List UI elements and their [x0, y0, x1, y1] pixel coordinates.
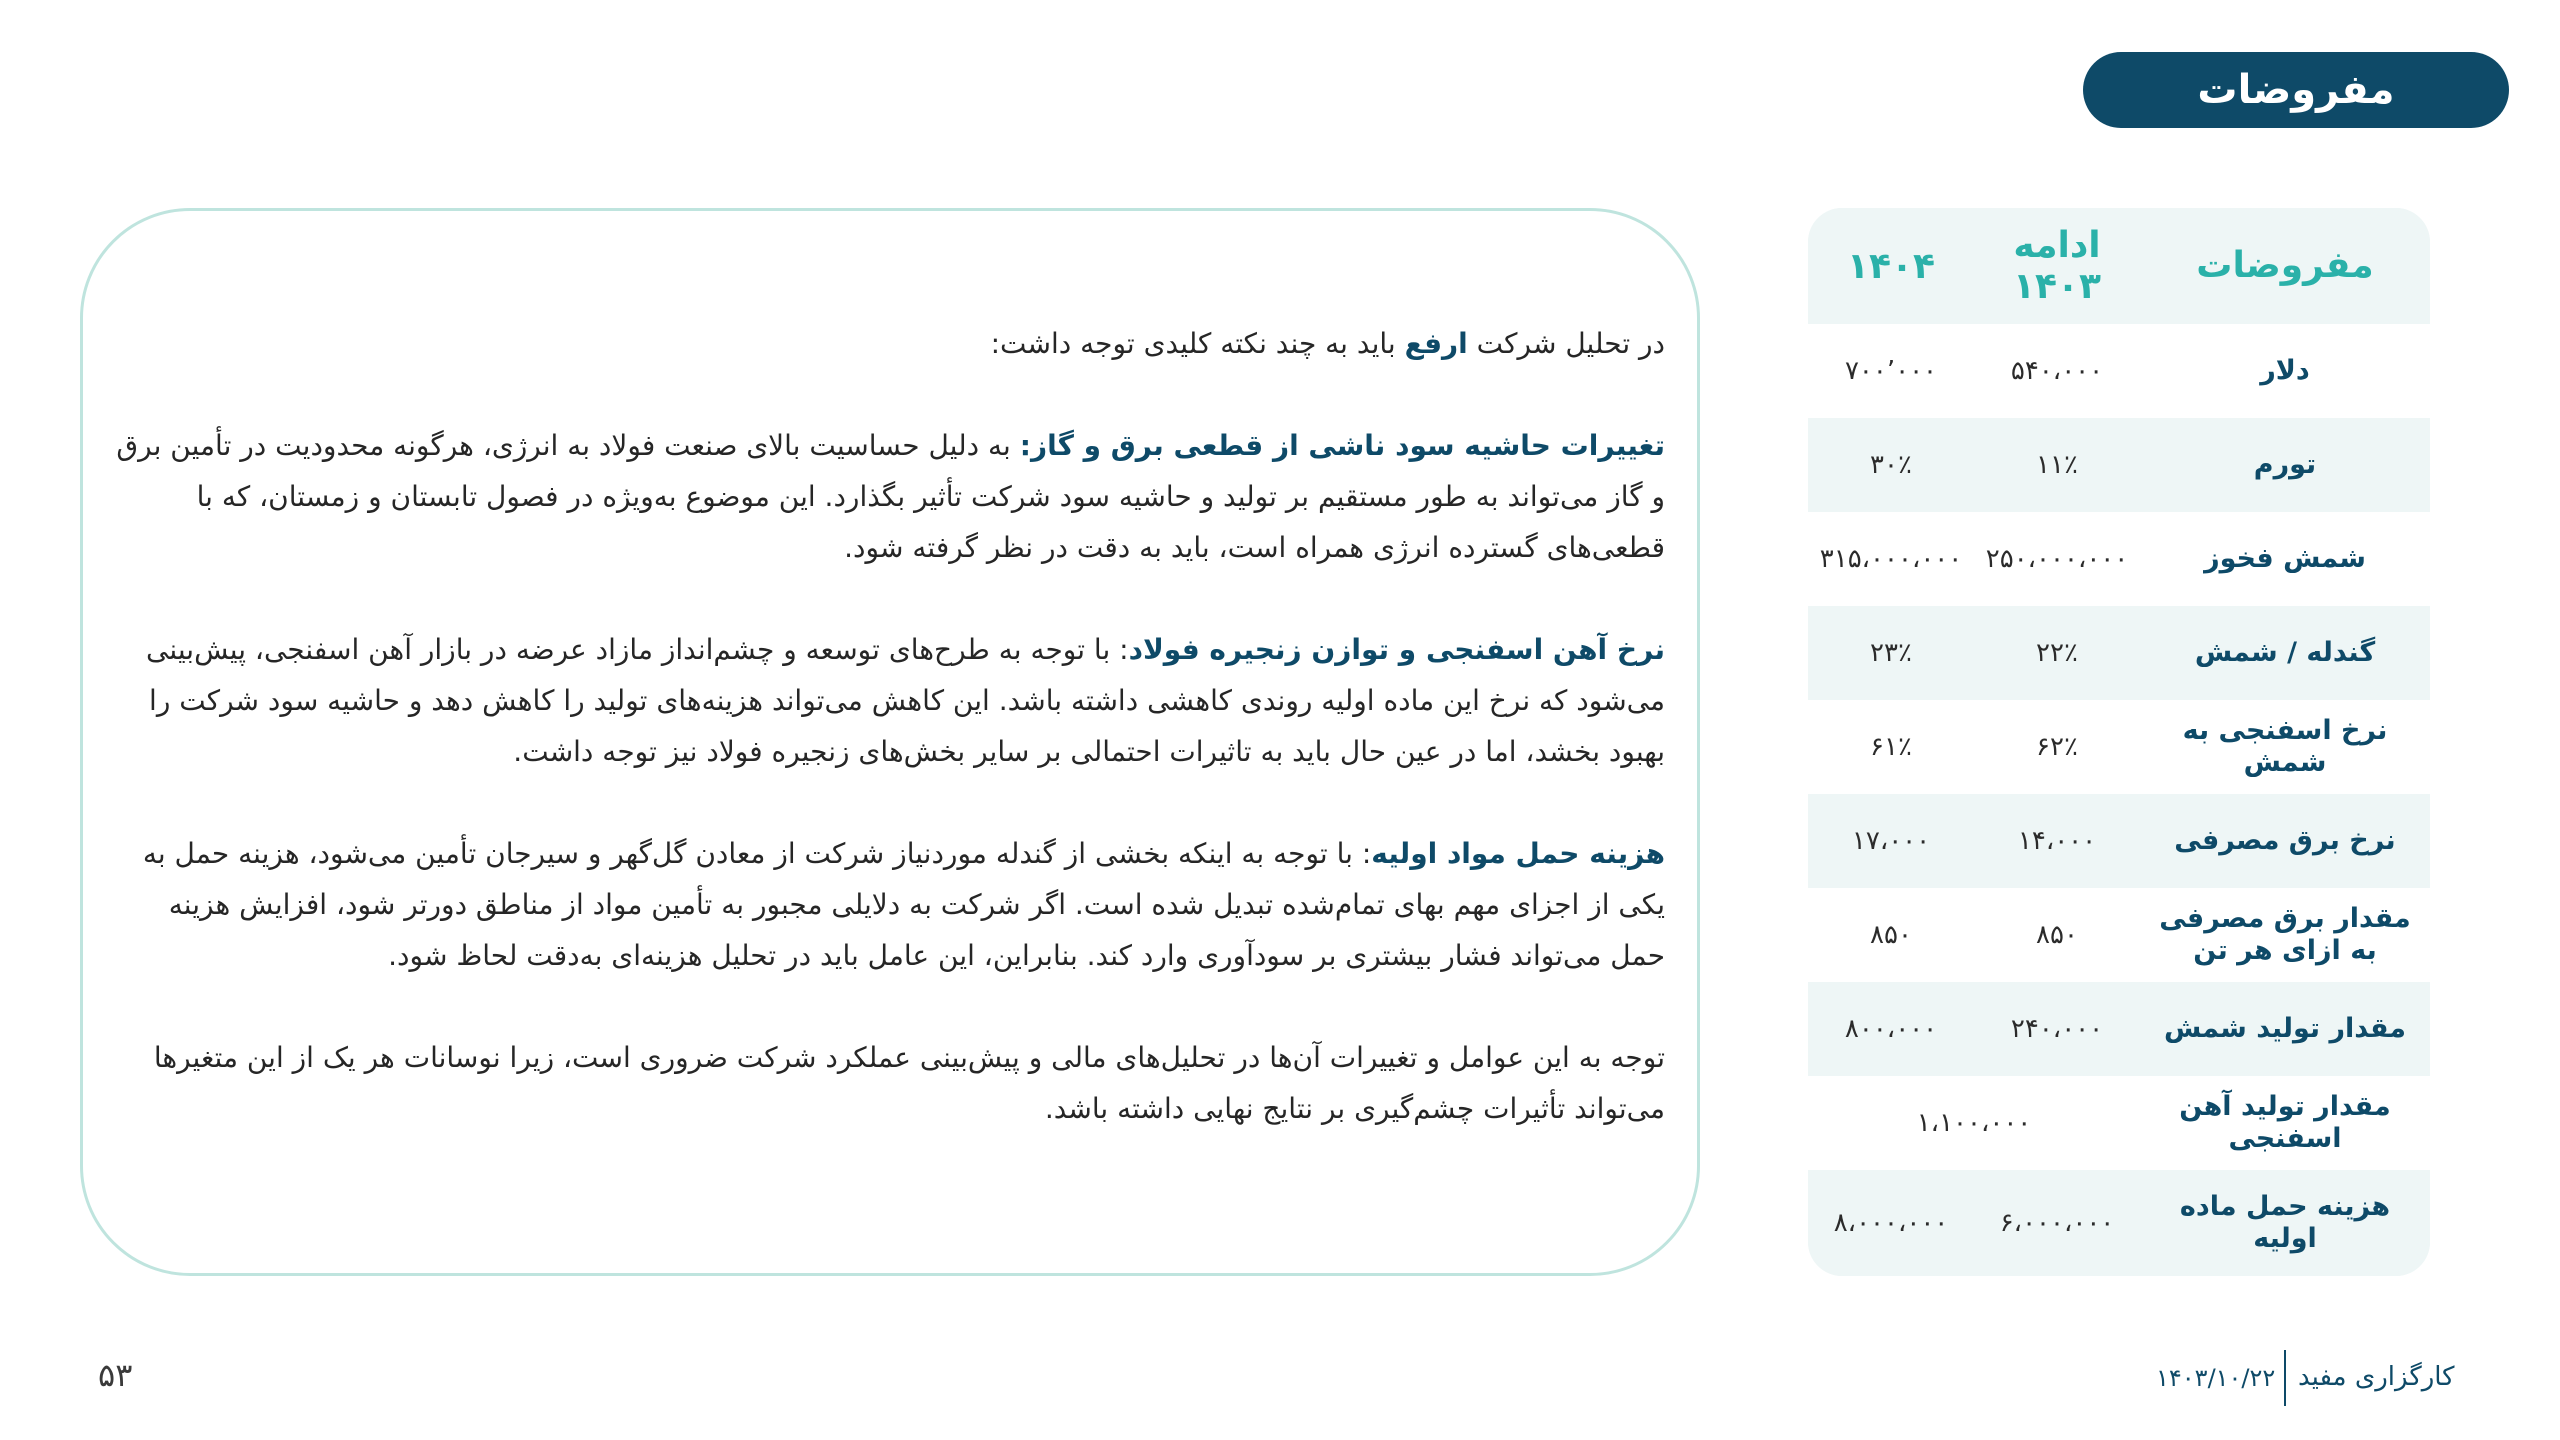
value-1403: ۱۱٪	[2036, 450, 2078, 480]
footer-date: ۱۴۰۳/۱۰/۲۲	[2156, 1364, 2276, 1392]
row-label: نرخ اسفنجی به شمش	[2182, 715, 2388, 778]
table-row	[1808, 794, 2430, 888]
intro-paragraph	[110, 318, 1665, 369]
paragraph-title: هزینه حمل مواد اولیه	[1371, 837, 1665, 870]
table-row	[1808, 418, 2430, 512]
table-row	[1808, 1170, 2430, 1276]
row-label: دلار	[2260, 355, 2310, 386]
header-1404: ۱۴۰۴	[1847, 245, 1935, 287]
page-title: مفروضات	[2083, 52, 2509, 128]
footer-brand: کارگزاری مفید	[2298, 1362, 2455, 1392]
paragraph-energy	[110, 420, 1665, 573]
value-1404: ۸۵۰	[1870, 920, 1912, 950]
assumptions-table	[1808, 208, 2430, 1276]
value-1403: ۶۲٪	[2036, 732, 2078, 762]
value-1403: ۶،۰۰۰،۰۰۰	[1999, 1208, 2115, 1238]
analysis-text	[110, 318, 1665, 1134]
table-row	[1808, 888, 2430, 982]
paragraph-title: تغییرات حاشیه سود ناشی از قطعی برق و گاز:	[1019, 429, 1665, 462]
paragraph-body: : با توجه به اینکه بخشی از گندله موردنیاز شرکت از معادن گل‌گهر و سیرجان تأمین می‌شود، هزینه حمل به یکی از اجزای مهم بهای تمام‌شده تبدیل شده است. اگر شرکت به دلایلی مجبور به تأمین مواد از مناطق دورتر شود، افزایش هزینه حمل می‌تواند فشار بیشتری بر سودآوری وارد کند. بنابراین، این عامل باید در تحلیل هزینه‌ای به‌دقت لحاظ شود.	[142, 837, 1665, 972]
merged-value: ۱،۱۰۰،۰۰۰	[1916, 1108, 2032, 1138]
paragraph-body: به دلیل حساسیت بالای صنعت فولاد به انرژی، هرگونه محدودیت در تأمین برق و گاز می‌تواند به طور مستقیم بر تولید و حاشیه سود شرکت تأثیر بگذارد. این موضوع به‌ویژه در فصول تابستان و زمستان، که با قطعی‌های گسترده انرژی همراه است، باید به دقت در نظر گرفته شود.	[116, 429, 1665, 564]
intro-text: در تحلیل شرکت	[1467, 327, 1665, 360]
intro-text-end: باید به چند نکته کلیدی توجه داشت:	[990, 327, 1405, 360]
footer-divider	[2284, 1350, 2286, 1406]
table-row	[1808, 982, 2430, 1076]
value-1403: ۱۴،۰۰۰	[2017, 826, 2097, 856]
table-row	[1808, 512, 2430, 606]
table-row	[1808, 700, 2430, 794]
value-1404: ۳۰٪	[1870, 450, 1912, 480]
paragraph-title: نرخ آهن اسفنجی و توازن زنجیره فولاد	[1128, 633, 1665, 666]
row-label: مقدار برق مصرفی به ازای هر تن	[2159, 903, 2411, 966]
paragraph-transport	[110, 828, 1665, 981]
value-1404: ۸۰۰،۰۰۰	[1844, 1014, 1938, 1044]
row-label: مقدار تولید شمش	[2164, 1013, 2406, 1044]
value-1404: ۶۱٪	[1870, 732, 1912, 762]
paragraph-sponge-iron	[110, 624, 1665, 777]
row-label: هزینه حمل ماده اولیه	[2179, 1191, 2391, 1254]
closing-paragraph: توجه به این عوامل و تغییرات آن‌ها در تحلیل‌های مالی و پیش‌بینی عملکرد شرکت ضروری است، زیرا نوسانات هر یک از این متغیرها می‌تواند تأثیرات چشم‌گیری بر نتایج نهایی داشته باشد.	[153, 1041, 1665, 1125]
row-label: گندله / شمش	[2194, 637, 2376, 668]
paragraph-body: : با توجه به طرح‌های توسعه و چشم‌انداز مازاد عرضه در بازار آهن اسفنجی، پیش‌بینی می‌شود که نرخ این ماده اولیه روندی کاهشی داشته باشد. این کاهش می‌تواند هزینه‌های تولید را کاهش دهد و حاشیه سود شرکت را بهبود بخشد، اما در عین حال باید به تاثیرات احتمالی بر سایر بخش‌های زنجیره فولاد نیز توجه داشت.	[146, 633, 1665, 768]
page-number: ۵۳	[98, 1356, 133, 1394]
value-1403: ۵۴۰،۰۰۰	[2010, 356, 2104, 386]
value-1404: ۳۱۵،۰۰۰،۰۰۰	[1819, 544, 1963, 574]
value-1403: ۲۴۰،۰۰۰	[2010, 1014, 2104, 1044]
row-label: نرخ برق مصرفی	[2174, 825, 2396, 856]
value-1403: ۲۵۰،۰۰۰،۰۰۰	[1985, 544, 2129, 574]
row-label: شمش فخوز	[2204, 543, 2366, 574]
value-1403: ۸۵۰	[2036, 920, 2078, 950]
value-1404: ۲۳٪	[1870, 638, 1912, 668]
header-assumptions: مفروضات	[2196, 245, 2374, 286]
table-row	[1808, 606, 2430, 700]
table-header-row	[1808, 208, 2430, 324]
value-1404: ۱۷،۰۰۰	[1851, 826, 1931, 856]
table-row	[1808, 1076, 2430, 1170]
company-name: ارفع	[1404, 327, 1468, 360]
value-1404: ۸،۰۰۰،۰۰۰	[1833, 1208, 1949, 1238]
header-1403: ادامه ۱۴۰۳	[2013, 225, 2101, 307]
table-row	[1808, 324, 2430, 418]
row-label: تورم	[2253, 449, 2317, 480]
row-label: مقدار تولید آهن اسفنجی	[2179, 1091, 2391, 1154]
value-1404: ۷۰۰٬۰۰۰	[1844, 356, 1938, 386]
value-1403: ۲۲٪	[2036, 638, 2078, 668]
